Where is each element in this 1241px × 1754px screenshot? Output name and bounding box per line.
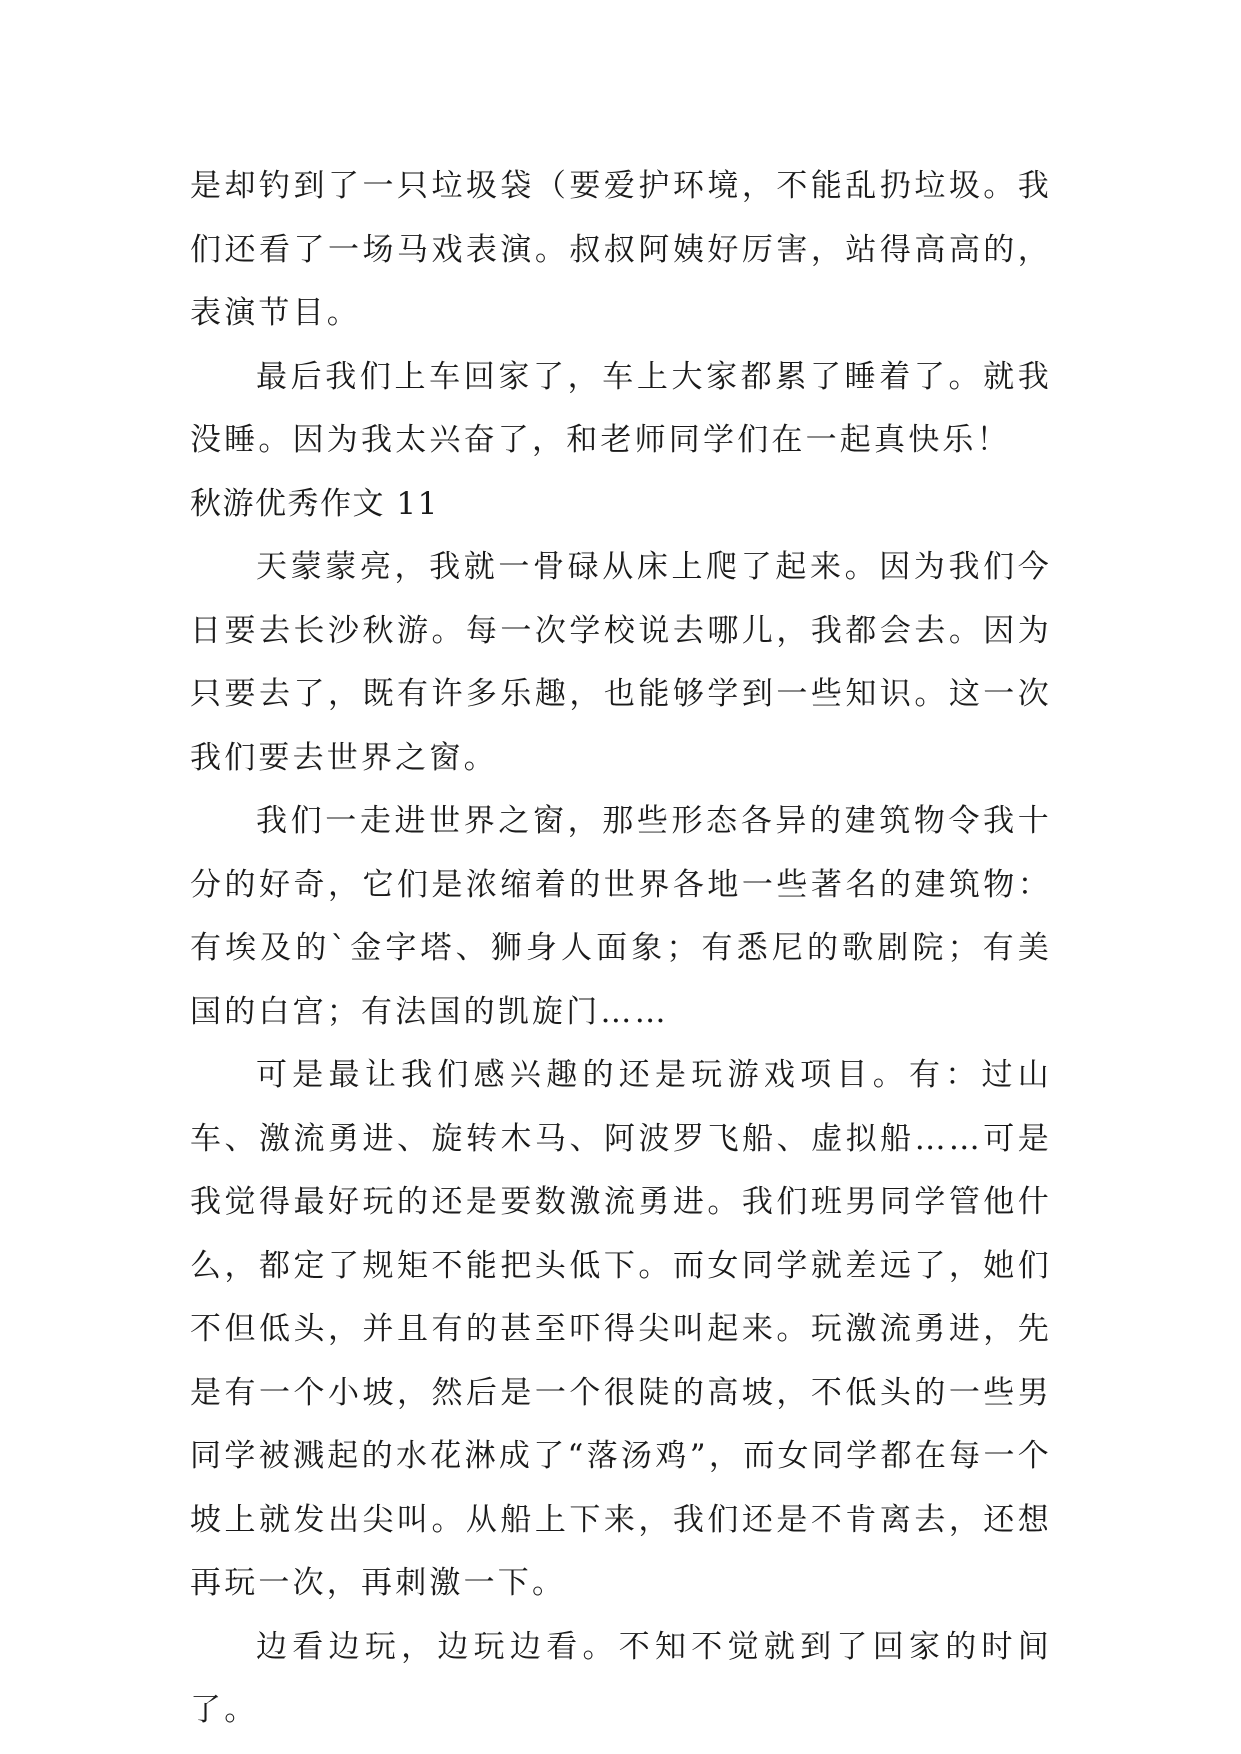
paragraph-continuation: 是却钓到了一只垃圾袋（要爱护环境，不能乱扔垃圾。我们还看了一场马戏表演。叔叔阿姨好厉害，站得高高的，表演节目。 <box>190 168 1052 331</box>
essay-body <box>190 155 1052 1743</box>
paragraph-time-to-go-home: 边看边玩，边玩边看。不知不觉就到了回家的时间了。 <box>190 1628 1052 1728</box>
paragraph-buildings: 我们一走进世界之窗，那些形态各异的建筑物令我十分的好奇，它们是浓缩着的世界各地一些著名的建筑物：有埃及的`金字塔、狮身人面象；有悉尼的歌剧院；有美国的白宫；有法国的凯旋门…… <box>190 803 1052 1030</box>
paragraph-morning: 天蒙蒙亮，我就一骨碌从床上爬了起来。因为我们今日要去长沙秋游。每一次学校说去哪儿，我都会去。因为只要去了，既有许多乐趣，也能够学到一些知识。这一次我们要去世界之窗。 <box>190 549 1052 776</box>
paragraph-rides: 可是最让我们感兴趣的还是玩游戏项目。有：过山车、激流勇进、旋转木马、阿波罗飞船、虚拟船……可是我觉得最好玩的还是要数激流勇进。我们班男同学管他什么，都定了规矩不能把头低下。而女同学就差远了，她们不但低头，并且有的甚至吓得尖叫起来。玩激流勇进，先是有一个小坡，然后是一个很陡的高坡，不低头的一些男同学被溅起的水花淋成了“落汤鸡”，而女同学都在每一个坡上就发出尖叫。从船上下来，我们还是不肯离去，还想再玩一次，再刺激一下。 <box>190 1057 1052 1601</box>
paragraph-ending-bus-ride: 最后我们上车回家了，车上大家都累了睡着了。就我没睡。因为我太兴奋了，和老师同学们在一起真快乐！ <box>190 358 1052 458</box>
essay-title: 秋游优秀作文 11 <box>190 485 439 522</box>
